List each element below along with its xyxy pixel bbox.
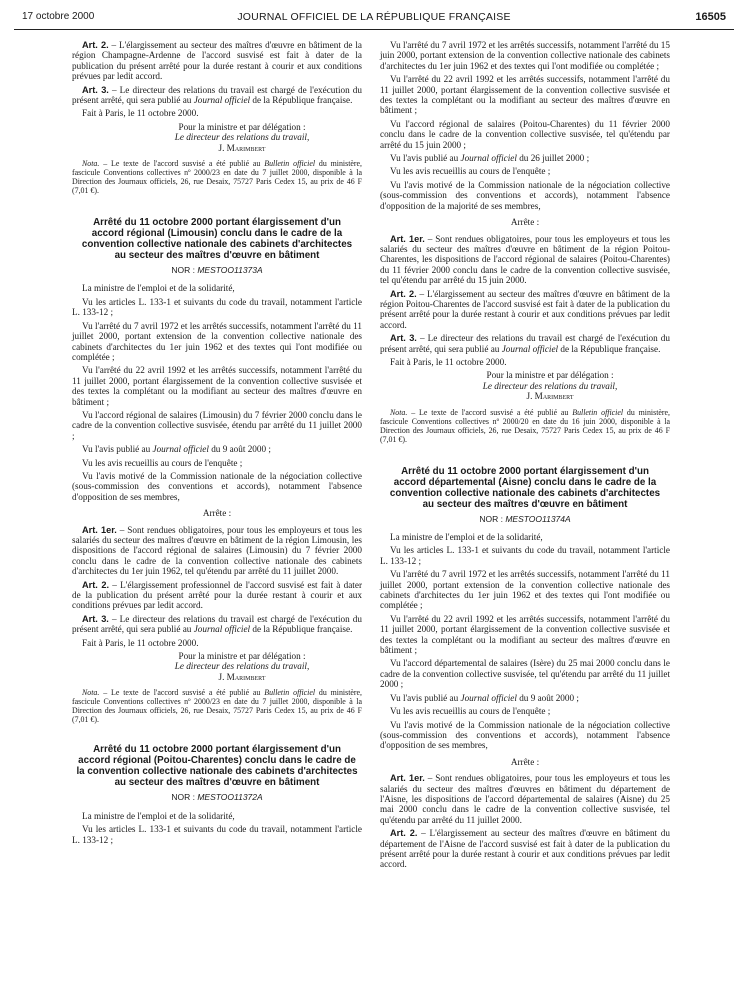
article-2: Art. 2. – L'élargissement professionnel de l'accord susvisé est fait à dater de la publication du présent arrêté pour la durée restant à courir et aux conditions prévues par ledit accord. (72, 579, 362, 611)
delegation: Pour la ministre et par délégation : (486, 370, 614, 381)
nota: Nota. – Le texte de l'accord susvisé a été publié au Bulletin officiel du ministère, fascicule Conventions collectives nº 2000/20 en date du 16 juin 2000, disponible à la Direction des Journaux officiels, 26, rue Desaix, 75727 Paris Cedex 15, au prix de 46 F (7,01 €). (380, 407, 670, 444)
paragraph: Vu l'accord régional de salaires (Limousin) du 7 février 2000 conclu dans le cadre de la convention collective susvisée, étendu par arrêté du 11 juillet 2000 ; (72, 409, 362, 441)
article-1: Art. 1er. – Sont rendues obligatoires, pour tous les employeurs et tous les salariés du secteur des maîtres d'œuvre en bâtiment de la région Limousin, les dispositions de l'accord régional de salaires (Limousin) du 7 février 2000 conclu dans le cadre de la convention collective nationale des cabinets d'architectes du 1er juin 1962, tel qu'étendu par arrêté du 11 juillet 2000. (72, 524, 362, 577)
page-number: 16505 (695, 11, 726, 23)
delegation: Pour la ministre et par délégation : (178, 121, 306, 132)
director-title: Le directeur des relations du travail, (482, 380, 618, 391)
right-column (380, 40, 670, 873)
article-2: Art. 2. – L'élargissement au secteur des maîtres d'œuvre en bâtiment du département de l'Aisne de l'accord susvisé est fait à dater de la publication du présent arrêté pour la durée restant à courir et aux conditions prévues par ledit accord. (380, 828, 670, 870)
article-2: Art. 2. – L'élargissement au secteur des maîtres d'œuvre en bâtiment de la région Poitou-Charentes de l'accord susvisé est fait à dater de la publication du présent arrêté pour la durée restant à courir et aux conditions prévues par ledit accord. (380, 288, 670, 330)
paragraph: Vu l'accord régional de salaires (Poitou-Charentes) du 11 février 2000 conclu dans le cadre de la convention collective susvisée, tel qu'étendu par arrêté du 15 juin 2000 ; (380, 118, 670, 150)
paragraph: Vu les articles L. 133-1 et suivants du code du travail, notamment l'article L. 133-12 ; (72, 824, 362, 845)
paragraph: Vu l'avis motivé de la Commission nationale de la négociation collective (sous-commission des conventions et accords), notamment l'absence d'opposition de ses membres, (380, 719, 670, 751)
paragraph: Vu les avis recueillis au cours de l'enquête ; (390, 706, 551, 717)
paragraph: Vu les avis recueillis au cours de l'enquête ; (390, 166, 551, 177)
article-3: Art. 3. – Le directeur des relations du travail est chargé de l'exécution du présent arrêté, qui sera publié au Journal officiel de la République française. (72, 613, 362, 635)
nota: Nota. – Le texte de l'accord susvisé a été publié au Bulletin officiel du ministère, fascicule Conventions collectives nº 2000/23 en date du 7 juillet 2000, disponible à la Direction des Journaux officiels, 26, rue Desaix, 75727 Paris Cedex 15, au prix de 46 F (7,01 €). (72, 159, 362, 196)
page-header (0, 0, 748, 30)
article-3: Art. 3. – Le directeur des relations du travail est chargé de l'exécution du présent arrêté, qui sera publié au Journal officiel de la République française. (72, 84, 362, 106)
arrete-heading: Arrête : (510, 756, 540, 767)
paragraph: Vu l'avis motivé de la Commission nationale de la négociation collective (sous-commission des conventions et accords), notamment l'absence d'opposition de ses membres, (72, 470, 362, 502)
decree-title-aisne: Arrêté du 11 octobre 2000 portant élargissement d'un accord départemental (Aisne) conclu dans le cadre de la convention collective nationale des cabinets d'architectes au secteur des maîtres d'œuvre en bâtiment (389, 465, 661, 510)
nor-reference: NOR : MESTOO11374A (479, 513, 571, 524)
nota: Nota. – Le texte de l'accord susvisé a été publié au Bulletin officiel du ministère, fascicule Conventions collectives nº 2000/23 en date du 7 juillet 2000, disponible à la Direction des Journaux officiels, 26, rue Desaix, 75727 Paris Cedex 15, au prix de 46 F (7,01 €). (72, 688, 362, 725)
paragraph: Vu les avis recueillis au cours de l'enquête ; (82, 457, 243, 468)
paragraph: La ministre de l'emploi et de la solidarité, (82, 810, 235, 821)
paragraph: Vu l'accord départemental de salaires (Isère) du 25 mai 2000 conclu dans le cadre de la convention collective susvisée, tel qu'étendu par arrêté du 11 juillet 2000 ; (380, 658, 670, 690)
article-1: Art. 1er. – Sont rendues obligatoires, pour tous les employeurs et tous les salariés du secteur des maîtres d'œuvres en bâtiment du département de l'Aisne, les dispositions de l'accord départemental de salaires (Aisne) du 25 mai 2000 conclu dans le cadre de la convention collective susvisée, tel qu'étendu par arrêté du 11 juillet 2000. (380, 773, 670, 825)
director-title: Le directeur des relations du travail, (174, 132, 310, 143)
paragraph: Vu l'avis publié au Journal officiel du 9 août 2000 ; (82, 444, 271, 455)
left-column (72, 40, 362, 848)
arrete-heading: Arrête : (510, 217, 540, 228)
paragraph: Vu l'arrêté du 7 avril 1972 et les arrêtés successifs, notamment l'arrêté du 15 juin 2000, portant extension de la convention collective nationale des cabinets d'architectes du 1er juin 1962 et des textes qui l'ont modifiée ou complétée ; (380, 40, 670, 71)
paragraph: Vu l'arrêté du 7 avril 1972 et les arrêtés successifs, notamment l'arrêté du 11 juillet 2000, portant extension de la convention collective nationale des cabinets d'architectes du 1er juin 1962 et des textes qui l'ont modifiée ou complétée ; (380, 569, 670, 611)
signatory: J. Marimbert (526, 391, 574, 402)
director-title: Le directeur des relations du travail, (174, 661, 310, 672)
paragraph: Vu l'avis publié au Journal officiel du 26 juillet 2000 ; (390, 153, 590, 164)
decree-title-poitou: Arrêté du 11 octobre 2000 portant élargissement d'un accord régional (Poitou-Charentes) conclu dans le cadre de la convention collective nationale des cabinets d'architectes au secteur des maîtres d'œuvre en bâtiment (76, 744, 358, 789)
article-3: Art. 3. – Le directeur des relations du travail est chargé de l'exécution du présent arrêté, qui sera publié au Journal officiel de la République française. (380, 333, 670, 354)
paragraph: Vu les articles L. 133-1 et suivants du code du travail, notamment l'article L. 133-12 ; (72, 296, 362, 318)
paragraph: La ministre de l'emploi et de la solidarité, (82, 283, 235, 294)
paragraph: Vu l'arrêté du 22 avril 1992 et les arrêtés successifs, notamment l'arrêté du 11 juillet 2000, portant élargissement de la convention collective susvisée et des textes la complétant ou la modifiant au secteur des maîtres d'œuvre en bâtiment ; (380, 74, 670, 116)
header-rule (14, 29, 734, 30)
nor-reference: NOR : MESTOO11373A (171, 265, 263, 276)
arrete-heading: Arrête : (202, 508, 232, 519)
signatory: J. Marimbert (218, 671, 266, 682)
done-at: Fait à Paris, le 11 octobre 2000. (82, 108, 199, 119)
paragraph: La ministre de l'emploi et de la solidarité, (390, 532, 543, 542)
done-at: Fait à Paris, le 11 octobre 2000. (390, 356, 507, 367)
header-title: JOURNAL OFFICIEL DE LA RÉPUBLIQUE FRANÇAISE (237, 11, 511, 23)
signatory: J. Marimbert (218, 142, 266, 153)
paragraph: Vu l'arrêté du 7 avril 1972 et les arrêtés successifs, notamment l'arrêté du 11 juillet 2000, portant extension de la convention collective nationale des cabinets d'architectes du 1er juin 1962 et des textes qui l'ont modifiée ou complétée ; (72, 320, 362, 362)
paragraph: Vu l'arrêté du 22 avril 1992 et les arrêtés successifs, notamment l'arrêté du 11 juillet 2000, portant élargissement de la convention collective susvisée et des textes la complétant ou la modifiant au secteur des maîtres d'œuvre en bâtiment ; (72, 365, 362, 407)
decree-title-limousin: Arrêté du 11 octobre 2000 portant élargissement d'un accord régional (Limousin) conclu dans le cadre de la convention collective nationale des cabinets d'architectes au secteur des maîtres d'œuvre en bâtiment (81, 217, 353, 262)
paragraph: Vu l'arrêté du 22 avril 1992 et les arrêtés successifs, notamment l'arrêté du 11 juillet 2000, portant élargissement de la convention collective susvisée et des textes la complétant ou la modifiant au secteur des maîtres d'œuvre en bâtiment ; (380, 613, 670, 656)
paragraph: Vu l'avis publié au Journal officiel du 9 août 2000 ; (390, 692, 579, 703)
done-at: Fait à Paris, le 11 octobre 2000. (82, 637, 199, 648)
delegation: Pour la ministre et par délégation : (178, 651, 306, 662)
nor-reference: NOR : MESTOO11372A (171, 792, 263, 803)
article-1: Art. 1er. – Sont rendues obligatoires, pour tous les employeurs et tous les salariés du secteur des maîtres d'œuvre en bâtiment de la région Poitou-Charentes, les dispositions de l'accord régional de salaires (Poitou-Charentes) du 11 février 2000 conclu dans le cadre de la convention collective susvisée, tel qu'étendu par arrêté du 15 juin 2000. (380, 233, 670, 286)
paragraph: Vu l'avis motivé de la Commission nationale de la négociation collective (sous-commission des conventions et accords), notamment l'absence d'opposition de la majorité de ses membres, (380, 179, 670, 211)
paragraph: Vu les articles L. 133-1 et suivants du code du travail, notamment l'article L. 133-12 ; (380, 545, 670, 566)
header-date: 17 octobre 2000 (22, 11, 95, 22)
article-2: Art. 2. – L'élargissement au secteur des maîtres d'œuvre en bâtiment de la région Champagne-Ardenne de l'accord susvisé est fait à dater de la publication du présent arrêté pour la durée restant à courir et aux conditions prévues par ledit accord. (72, 40, 362, 82)
